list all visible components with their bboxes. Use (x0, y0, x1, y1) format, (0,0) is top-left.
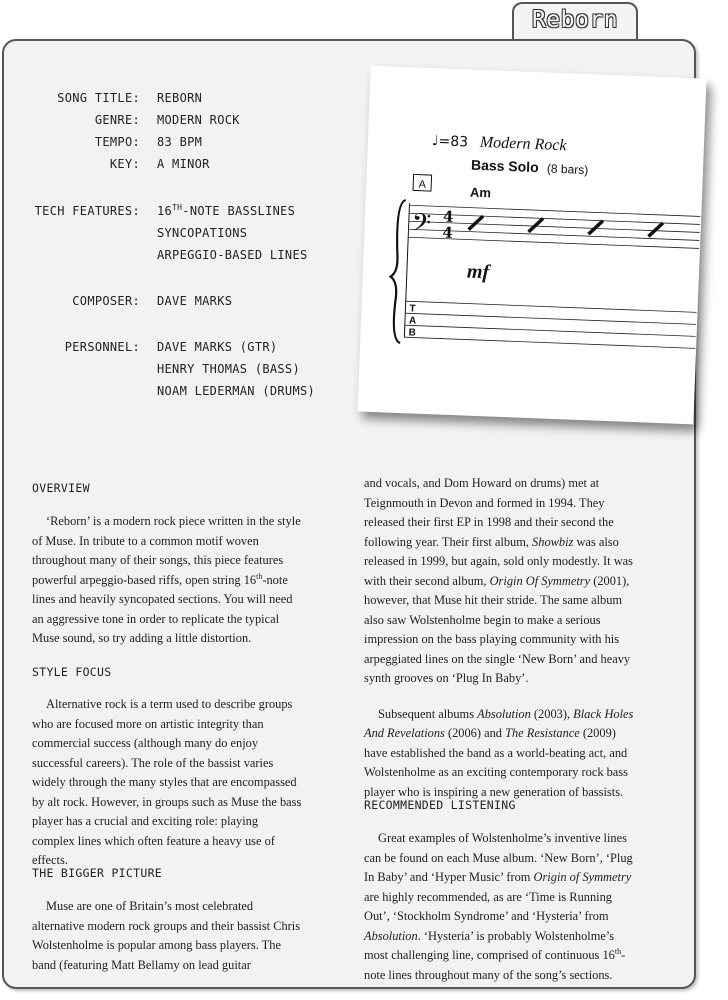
personnel-label: PERSONNEL: (64, 340, 140, 354)
composer-value: DAVE MARKS (157, 294, 233, 308)
section-bars: (8 bars) (546, 161, 589, 178)
tempo-marking: ♩=83 (431, 133, 469, 151)
genre-label: GENRE: (94, 113, 140, 127)
key-value: A MINOR (157, 157, 210, 171)
bigger-picture-continued: and vocals, and Dom Howard on drums) met at Teignmouth in Devon and formed in 1994. They released their first EP in 1998 and their second the following year. Their first album, Showbiz was also released in 1999, but again, sold only modestly. It was with their second album, Origin Of Symmetry (2001), however, that Muse hit their stride. The same album also saw Wolstenholme begin to make a serious impression on the bass playing community with his arpeggiated lines on the single ‘New Born’ and heavy synth grooves on ‘Plug In Baby’. Subsequent albums Absolution (2003), Black Holes And Revelations (2006) and The Resistance (2009) have established the band as a world-beating act, and Wolstenholme as an exciting contemporary rock bass player who is inspiring a new generation of bassists. (364, 476, 634, 799)
tab-staff (404, 301, 696, 348)
overview-text: ‘Reborn’ is a modern rock piece written in the style of Muse. In tribute to a common motif woven throughout many of their songs, this piece features powerful arpeggio-based riffs, open string 16th-note lines and heavily syncopated sections. You will need an aggressive tone in order to replicate the typical Muse sound, so try adding a little distortion. (32, 514, 301, 645)
tech-feature-1: 16TH-NOTE BASSLINES (157, 203, 296, 218)
composer-label: COMPOSER: (72, 294, 140, 308)
tech-feature-2: SYNCOPATIONS (157, 226, 248, 240)
song-title-value: REBORN (157, 91, 203, 105)
key-label: KEY: (109, 157, 140, 171)
rhythm-slashes (469, 216, 663, 237)
personnel-3: NOAM LEDERMAN (DRUMS) (157, 384, 316, 398)
style-focus-text: Alternative rock is a term used to describe groups who are focused more on artistic integrity than commercial success (although many do enjoy successful careers). The role of the bassist varies widely through the many styles that are encompassed by alt rock. However, in groups such as Muse the bass player has a crucial and exciting role: playing complex lines which often feature a heavy use of effects. (32, 697, 302, 867)
title-tab (512, 2, 638, 42)
bigger-picture-text: Muse are one of Britain’s most celebrated alternative modern rock groups and their bassist Chris Wolstenholme is popular among bass players. The band (featuring Matt Bellamy on lead guitar (32, 899, 301, 972)
tech-features-label: TECH FEATURES: (34, 204, 140, 218)
personnel-1: DAVE MARKS (GTR) (157, 340, 278, 354)
tab-title: Reborn (531, 7, 619, 33)
tempo-label: TEMPO: (94, 135, 140, 149)
style-marking: Modern Rock (479, 133, 567, 155)
style-focus-heading: STYLE FOCUS (32, 665, 112, 679)
genre-value: MODERN ROCK (157, 113, 240, 127)
bigger-picture-heading: THE BIGGER PICTURE (32, 866, 163, 880)
recommended-heading: RECOMMENDED LISTENING (364, 798, 516, 812)
score-card (357, 66, 706, 425)
chord-symbol: Am (469, 184, 492, 201)
personnel-2: HENRY THOMAS (BASS) (157, 362, 300, 376)
score-notation (357, 66, 706, 425)
overview-heading: OVERVIEW (32, 481, 90, 495)
tempo-value: 83 BPM (157, 135, 203, 149)
section-title: Bass Solo (470, 156, 540, 176)
time-sig-top: 4 (442, 207, 454, 226)
rehearsal-mark: A (418, 178, 427, 191)
dynamic-marking: mf (466, 260, 490, 284)
system-brace (388, 200, 405, 343)
recommended-text: Great examples of Wolstenholme’s inventive lines can be found on each Muse album. ‘New Born’, ‘Plug In Baby’ and ‘Hyper Music’ from Origin of Symmetry are highly recommended, as are ‘Time is Running Out’, ‘Stockholm Syndrome’ and ‘Hysteria’ from Absolution. ‘Hysteria’ is probably Wolstenholme’s most challenging line, comprised of continuous 16th-note lines throughout many of the song’s sections. (364, 831, 633, 982)
song-title-label: SONG TITLE: (57, 91, 140, 105)
tab-letter-b: B (408, 327, 416, 339)
bass-clef: 𝄢 (410, 208, 432, 245)
tab-letter-a: A (408, 315, 417, 327)
time-sig-bottom: 4 (442, 223, 454, 242)
tech-feature-3: ARPEGGIO-BASED LINES (157, 248, 308, 262)
tab-letter-t: T (409, 303, 416, 315)
